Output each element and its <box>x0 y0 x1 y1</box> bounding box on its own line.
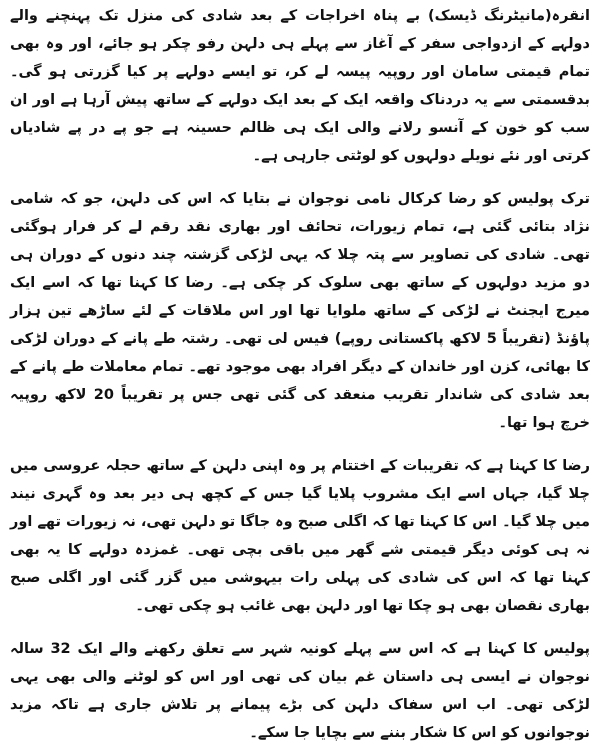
article-paragraph-2: ترک پولیس کو رضا کرکال نامی نوجوان نے بتایا کہ اس کی دلہن، جو کہ شامی نژاد بتائی گئی ہے، تمام زیورات، تحائف اور بھاری نقد رقم لے کر فرار ہوگئی تھی۔ شادی کی تصاویر سے پتہ چلا کہ یہی لڑکی گزشتہ چند دنوں کے دوران ہی دو مزید دولہوں کے ساتھ بھی سلوک کر چکی ہے۔ رضا کا کہنا تھا کہ اسے ایک میرج ایجنٹ نے لڑکی کے ساتھ ملوایا تھا اور اس ملاقات کے لئے ساڑھے تین ہزار پاؤنڈ (تقریباً 5 لاکھ پاکستانی روپے) فیس لی تھی۔ رشتہ طے پانے کے دوران لڑکی کا بھائی، کزن اور خاندان کے دیگر افراد بھی موجود تھے۔ تمام معاملات طے پانے کے بعد شادی کی شاندار تقریب منعقد کی گئی تھی جس پر تقریباً 20 لاکھ روپیہ خرچ ہوا تھا۔ <box>10 191 591 431</box>
article-paragraph-1: انقرہ(مانیٹرنگ ڈیسک) بے پناہ اخراجات کے بعد شادی کی منزل تک پہنچنے والے دولہے کے ازدواجی سفر کے آغاز سے پہلے ہی دلہن رفو چکر ہو جائے، اور وہ بھی تمام قیمتی سامان اور روپیہ پیسہ لے کر، تو ایسے دولہے پر کیا گزرتی ہو گی۔ بدقسمتی سے یہ دردناک واقعہ ایک کے بعد ایک دولہے کے ساتھ پیش آرہا ہے اور ان سب کو خون کے آنسو رلانے والی ایک ہی ظالم حسینہ ہے جو پے در پے شادیاں کرتی اور نئے نویلے دولہوں کو لوٹتی جارہی ہے۔ <box>10 8 590 164</box>
article-paragraph-4: پولیس کا کہنا ہے کہ اس سے پہلے کونیہ شہر سے تعلق رکھنے والے ایک 32 سالہ نوجوان نے ایسی ہی داستان غم بیان کی تھی اور اس کو لوٹنے والی بھی یہی لڑکی تھی۔ اب اس سفاک دلہن کی بڑے پیمانے پر تلاش جاری ہے تاکہ مزید نوجوانوں کو اس کا شکار بننے سے بچایا جا سکے۔ <box>10 641 590 741</box>
article-paragraph-3: رضا کا کہنا ہے کہ تقریبات کے اختتام پر وہ اپنی دلہن کے ساتھ حجلہ عروسی میں چلا گیا، جہاں اسے ایک مشروب پلایا گیا جس کے کچھ ہی دیر بعد وہ گہری نیند میں چلا گیا۔ اس کا کہنا تھا کہ اگلی صبح وہ جاگا تو دلہن تھی، نہ زیورات تھے اور نہ ہی کوئی دیگر قیمتی شے گھر میں باقی بچی تھی۔ غمزدہ دولہے کا یہ بھی کہنا تھا کہ اس کی شادی کی پہلی رات بیہوشی میں گزر گئی اور اگلی صبح بھاری نقصان بھی ہو چکا تھا اور دلہن بھی غائب ہو چکی تھی۔ <box>10 458 590 614</box>
